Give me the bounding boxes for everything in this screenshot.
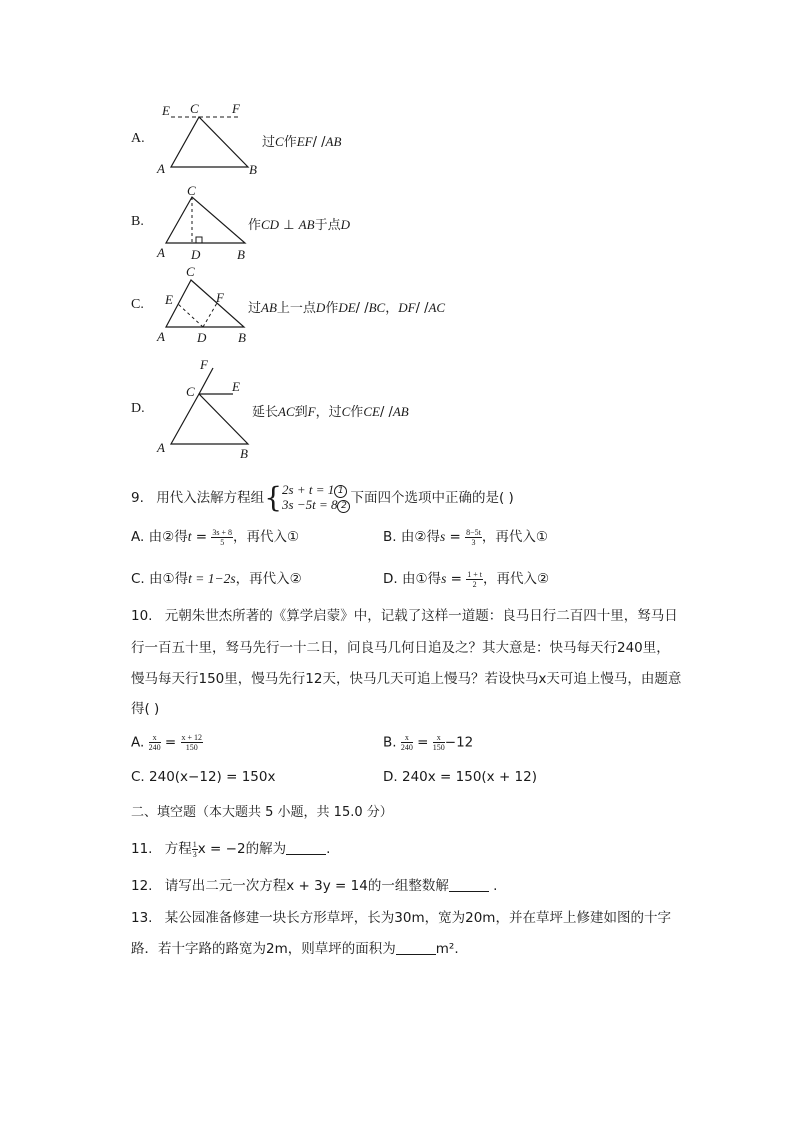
question-number: 11. (131, 841, 153, 857)
fraction: $\frac{8-5t}{3}$ (466, 527, 481, 547)
question-13-line-1: 13. 某公园准备修建一块长方形草坪，长为30m，宽为20m，并在草坪上修建如图的十字 (131, 910, 671, 926)
label-a: A (157, 329, 165, 344)
option-c-letter: C. (131, 297, 144, 312)
question-10-line-1: 10. 元朝朱世杰所著的《算学启蒙》中，记载了这样一道题：良马日行二百四十里，驽马日 (131, 608, 678, 624)
fraction: $\frac{x}{240}$ (400, 733, 413, 752)
label-e: E (165, 292, 173, 307)
section-heading: 二、填空题（本大题共 5 小题，共 15.0 分） (131, 805, 393, 820)
question-number: 13. (131, 910, 153, 926)
system-brace: { (264, 481, 283, 514)
option-a-letter: A. (131, 131, 145, 146)
option-d-figure (155, 356, 265, 456)
label-c: C (186, 384, 195, 399)
fraction: $\frac{1}{3}$ (192, 839, 197, 859)
question-number: 12. (131, 878, 153, 894)
option-b-letter: B. (131, 214, 144, 229)
option-d[interactable]: D. 由①得s = $\frac{1 + t}{2}$ ，再代入② (383, 569, 550, 589)
question-number: 10. (131, 608, 153, 624)
option-a-description: 过C作EF/ /AB (262, 134, 342, 150)
label-e: E (232, 379, 240, 394)
label-b: B (237, 247, 245, 262)
label-f: F (200, 357, 208, 372)
question-12: 12. 请写出二元一次方程x + 3y = 14的一组整数解 . (131, 878, 498, 894)
label-b: B (240, 446, 248, 461)
label-f: F (232, 101, 240, 116)
answer-blank[interactable] (396, 942, 436, 955)
question-10-line-2: 行一百五十里，驽马先行一十二日，问良马几何日追及之？其大意是：快马每天行240里， (131, 640, 670, 656)
label-d: D (191, 247, 201, 262)
label-c: C (186, 264, 195, 279)
option-d-description: 延长AC到F，过C作CE/ /AB (252, 404, 409, 420)
label-c: C (187, 183, 196, 198)
label-d: D (197, 330, 207, 345)
label-b: B (238, 330, 246, 345)
label-a: A (157, 245, 165, 260)
fraction: $\frac{1 + t}{2}$ (467, 569, 482, 589)
fraction: $\frac{x}{240}$ (148, 733, 161, 752)
fraction: $\frac{x + 12}{150}$ (181, 733, 203, 752)
question-13-line-2: 路．若十字路的路宽为2m，则草坪的面积为 m². (131, 941, 459, 957)
option-b[interactable]: B. $\frac{x}{240}$ = $\frac{x}{150}$ −12 (383, 733, 474, 752)
option-a[interactable]: A. $\frac{x}{240}$ = $\frac{x + 12}{150}$ (131, 733, 203, 752)
option-a[interactable]: A. 由②得t = $\frac{3s + 8}{5}$ ，再代入① (131, 527, 300, 547)
label-e: E (162, 103, 170, 118)
question-10-line-3: 慢马每天行150里，慢马先行12天，快马几天可追上慢马？若设快马x天可追上慢马，由题意 (131, 671, 682, 687)
question-9-stem: 9. 用代入法解方程组{ 2s + t = 1 1 3s −5t = 8 2 下面四个选项中正确的是( ) (131, 481, 514, 514)
question-number: 9. (131, 490, 144, 506)
option-c-description: 过AB上一点D作DE/ /BC，DF/ /AC (248, 300, 446, 316)
label-a: A (157, 440, 165, 455)
option-d[interactable]: D. 240x = 150(x + 12) (383, 769, 537, 785)
answer-blank[interactable] (449, 879, 489, 892)
question-11: 11. 方程 $\frac{1}{3}$ x = −2的解为 . (131, 839, 331, 859)
option-b-description: 作CD ⊥ AB于点D (248, 217, 350, 233)
label-a: A (157, 161, 165, 176)
fraction: $\frac{3s + 8}{5}$ (212, 527, 232, 547)
label-f: F (216, 290, 224, 305)
option-c[interactable]: C. 240(x−12) = 150x (131, 769, 276, 785)
option-b[interactable]: B. 由②得s = $\frac{8-5t}{3}$ ，再代入① (383, 527, 548, 547)
equation-system: 2s + t = 1 1 3s −5t = 8 2 (282, 483, 350, 513)
option-c[interactable]: C. 由①得t = 1−2s，再代入② (131, 571, 302, 587)
fraction: $\frac{x}{150}$ (432, 733, 445, 752)
question-10-line-4: 得( ) (131, 701, 160, 717)
label-c: C (190, 101, 199, 116)
answer-blank[interactable] (286, 842, 326, 855)
label-b: B (249, 162, 257, 177)
option-d-letter: D. (131, 401, 145, 416)
